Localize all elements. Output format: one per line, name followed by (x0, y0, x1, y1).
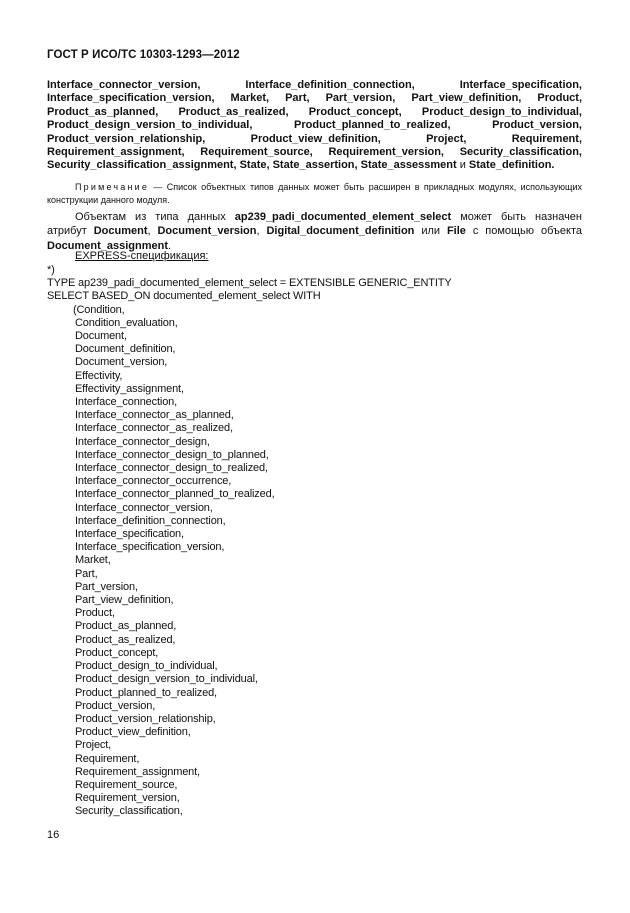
para-text-7: . (168, 239, 172, 252)
code-item: Interface_connector_design_to_realized, (75, 462, 268, 475)
code-item: Project, (75, 739, 112, 752)
code-item: Product_concept, (75, 646, 159, 659)
code-item: Interface_connector_design_to_planned, (75, 448, 269, 461)
express-spec-label: EXPRESS-спецификация: (75, 250, 209, 262)
code-item: Interface_connector_planned_to_realized, (75, 488, 275, 501)
code-item: Product, (75, 607, 115, 620)
code-item: Market, (75, 554, 111, 567)
code-item: Requirement_version, (75, 792, 180, 805)
code-item: Interface_connection, (75, 396, 178, 409)
para-bold-select-type: ap239_padi_documented_element_select (234, 211, 452, 223)
code-item: Interface_connector_as_realized, (75, 422, 233, 435)
code-open-comment: *) (47, 264, 55, 276)
para-text-3: , (147, 225, 158, 238)
code-item: Interface_definition_connection, (75, 514, 226, 527)
code-item: Product_version, (75, 699, 156, 712)
code-item: Document_definition, (75, 343, 176, 356)
code-item: Interface_specification_version, (75, 541, 225, 554)
code-item: Security_classification, (75, 805, 183, 818)
page-number: 16 (47, 829, 60, 841)
code-item: Requirement_source, (75, 778, 178, 791)
code-item: Interface_connector_version, (75, 501, 213, 514)
para-text-5: или (414, 225, 447, 238)
para-bold-file: File (446, 225, 466, 238)
code-item: Product_design_to_individual, (75, 660, 218, 673)
code-item: Product_as_realized, (75, 633, 176, 646)
code-item: Interface_specification, (75, 528, 184, 541)
code-item: Condition_evaluation, (75, 316, 178, 329)
para-text-6: с помощью объекта (465, 225, 582, 238)
code-item: Product_planned_to_realized, (75, 686, 217, 699)
note-dash: — (149, 182, 167, 192)
para-bold-document-version: Document_version (157, 225, 257, 238)
note-paragraph (47, 181, 582, 207)
para-bold-document: Document (93, 225, 148, 238)
code-item: Product_design_version_to_individual, (75, 673, 258, 686)
entity-list-tail: State_definition. (468, 159, 555, 172)
code-item: Product_version_relationship, (75, 712, 216, 725)
code-type-line: TYPE ap239_padi_documented_element_select = EXTENSIBLE GENERIC_ENTITY (47, 277, 452, 290)
code-item: Interface_connector_design, (75, 435, 210, 448)
code-item: Effectivity, (75, 369, 123, 382)
para-bold-digital-document-definition: Digital_document_definition (266, 225, 415, 238)
para-bold-document-assignment: Document_assignment (47, 239, 169, 252)
note-text: Список объектных типов данных может быть расширен в прикладных модулях, использующих конструкции данного модуля. (47, 182, 582, 205)
conjunction: и (459, 159, 466, 172)
code-first-item: (Condition, (73, 303, 125, 316)
code-item: Product_view_definition, (75, 726, 191, 739)
entity-list-paragraph (47, 79, 582, 173)
code-item: Interface_connector_occurrence, (75, 475, 232, 488)
code-item: Requirement, (75, 752, 140, 765)
code-item: Effectivity_assignment, (75, 382, 184, 395)
para-text-2: может быть назначен атрибут (47, 211, 582, 238)
code-item: Part_version, (75, 580, 138, 593)
assignment-paragraph (47, 210, 582, 253)
entity-list-text: Interface_connector_version, Interface_definition_connection, Interface_specification, Interface_specification_version, Market, Part, Part_version, Part_view_definition, Product, Product_as_planned, Product_as_realized, Product_concept, Product_design_to_individual, Product_design_version_to_individual, Product_planned_to_realized, Product_version, Product_version_relationship, Product_view_definition, Project, Requirement, Requirement_assignment, Requirement_source, Requirement_version, Security_classification, Security_classification_assignment, State, State_assertion, State_assessment (47, 79, 582, 172)
express-code-block (47, 264, 452, 819)
code-item: Interface_connector_as_planned, (75, 409, 234, 422)
code-item: Document_version, (75, 356, 168, 369)
code-item: Part_view_definition, (75, 594, 174, 607)
para-text-1: Объектам из типа данных (75, 211, 235, 223)
note-label: Примечание (75, 182, 150, 192)
code-item: Part, (75, 567, 98, 580)
code-item: Product_as_planned, (75, 620, 177, 633)
para-text-4: , (256, 225, 267, 238)
code-item: Requirement_assignment, (75, 765, 200, 778)
code-item: Document, (75, 330, 127, 343)
code-select-line: SELECT BASED_ON documented_element_select WITH (47, 290, 321, 303)
document-header: ГОСТ Р ИСО/ТС 10303-1293—2012 (47, 49, 240, 61)
